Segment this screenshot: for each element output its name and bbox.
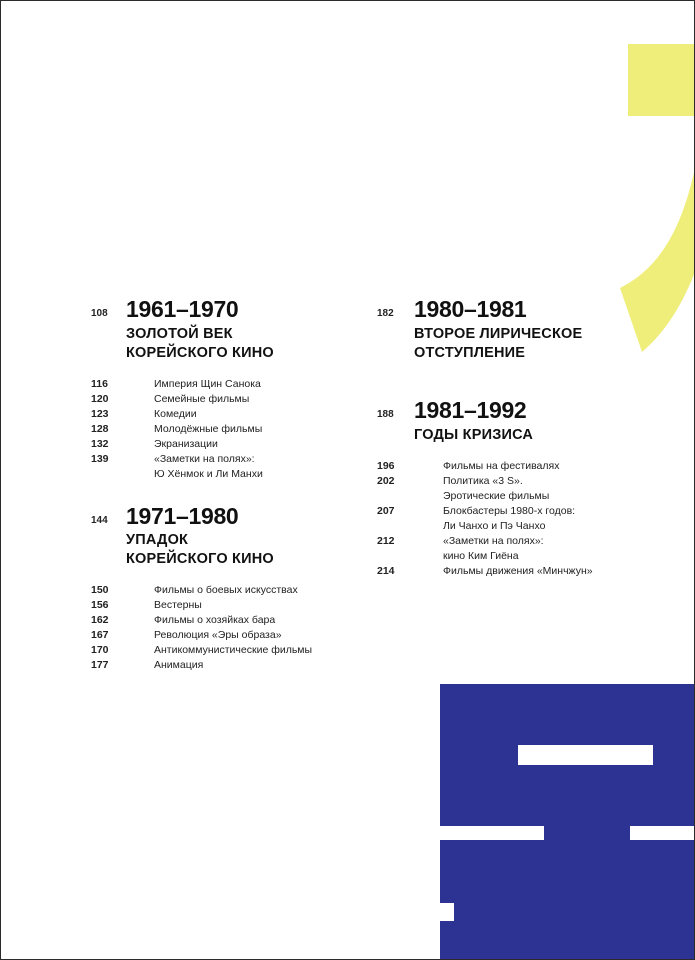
entry-page-number: 167: [91, 629, 109, 641]
toc-entry-continuation[interactable]: [377, 489, 637, 504]
section-years-heading: 1981–1992: [414, 397, 527, 423]
entry-title: «Заметки на полях»:: [443, 535, 544, 547]
entry-page-number: 132: [91, 438, 109, 450]
section-title: [414, 325, 582, 363]
toc-entry[interactable]: [91, 452, 341, 467]
entry-title: Блокбастеры 1980-х годов:: [443, 505, 576, 517]
entry-list: [91, 377, 341, 482]
entry-title: Империя Щин Санока: [154, 378, 261, 390]
section-title-line: ОТСТУПЛЕНИЕ: [414, 345, 526, 361]
entry-title: Антикоммунистические фильмы: [154, 644, 313, 656]
blue-block: [440, 684, 695, 960]
toc-entry[interactable]: [377, 504, 637, 519]
section-years-heading: 1980–1981: [414, 296, 527, 322]
entry-page-number: 116: [91, 378, 108, 390]
toc-entry[interactable]: [91, 392, 341, 407]
toc-entry[interactable]: [91, 613, 341, 628]
section-title: [126, 325, 274, 363]
toc-entry-continuation[interactable]: [377, 519, 637, 534]
section-title-line: УПАДОК: [126, 532, 189, 548]
toc-entry[interactable]: [91, 422, 341, 437]
toc-entry[interactable]: [91, 658, 341, 673]
entry-title: Вестерны: [154, 599, 202, 611]
toc-entry[interactable]: [377, 474, 637, 489]
toc-entry[interactable]: [91, 377, 341, 392]
entry-title: Комедии: [154, 408, 197, 420]
toc-entry[interactable]: [91, 643, 341, 658]
entry-page-number: 123: [91, 408, 109, 420]
entry-page-number: 139: [91, 453, 109, 465]
white-bar-top: [518, 745, 653, 765]
toc-entry-continuation[interactable]: [91, 467, 341, 482]
entry-page-number: 212: [377, 535, 395, 547]
section-title-line: КОРЕЙСКОГО КИНО: [126, 345, 274, 361]
entry-list: [377, 459, 637, 579]
white-bar-right: [630, 826, 695, 840]
toc-entry[interactable]: [377, 534, 637, 549]
entry-title: Революция «Эры образа»: [154, 629, 282, 641]
toc-entry[interactable]: [377, 564, 637, 579]
entry-title: Фильмы на фестивалях: [443, 460, 560, 472]
section-title-line: КОРЕЙСКОГО КИНО: [126, 551, 274, 567]
section-title-line: ВТОРОЕ ЛИРИЧЕСКОЕ: [414, 326, 583, 342]
section-title: [414, 426, 533, 445]
entry-title: Семейные фильмы: [154, 393, 250, 405]
entry-title: Анимация: [154, 659, 204, 671]
entry-title: Фильмы движения «Минчжун»: [443, 565, 593, 577]
entry-title: Фильмы о боевых искусствах: [154, 584, 298, 596]
entry-page-number: 156: [91, 599, 109, 611]
entry-title: Экранизации: [154, 438, 218, 450]
entry-page-number: 177: [91, 659, 109, 671]
entry-page-number: 120: [91, 393, 109, 405]
toc-entry-continuation[interactable]: [377, 549, 637, 564]
white-bar-left: [440, 826, 544, 840]
entry-title: Фильмы о хозяйках бара: [154, 614, 276, 626]
entry-page-number: 170: [91, 644, 109, 656]
entry-page-number: 202: [377, 475, 395, 487]
entry-title: «Заметки на полях»:: [154, 453, 255, 465]
entry-title: Ли Чанхо и Пэ Чанхо: [443, 520, 546, 532]
section-title: [126, 531, 274, 569]
entry-page-number: 150: [91, 584, 109, 596]
entry-title: Эротические фильмы: [443, 490, 550, 502]
section-page-number[interactable]: 108: [91, 308, 108, 319]
white-bar-bottom-left: [440, 903, 454, 921]
entry-title: кино Ким Гиёна: [443, 550, 519, 562]
toc-entry[interactable]: [91, 628, 341, 643]
entry-list: [91, 583, 341, 673]
toc-entry[interactable]: [91, 437, 341, 452]
section-title-line: ЗОЛОТОЙ ВЕК: [126, 326, 233, 342]
section-page-number[interactable]: 188: [377, 409, 394, 420]
entry-title: Ю Хёнмок и Ли Манхи: [154, 468, 263, 480]
toc-entry[interactable]: [91, 598, 341, 613]
entry-page-number: 196: [377, 460, 395, 472]
section-page-number[interactable]: 182: [377, 308, 394, 319]
section-years-heading: 1961–1970: [126, 296, 239, 322]
entry-title: Политика «3 S».: [443, 475, 523, 487]
entry-page-number: 128: [91, 423, 109, 435]
toc-entry[interactable]: [91, 583, 341, 598]
section-years-heading: 1971–1980: [126, 503, 239, 529]
entry-page-number: 207: [377, 505, 395, 517]
toc-entry[interactable]: [377, 459, 637, 474]
section-title-line: ГОДЫ КРИЗИСА: [414, 427, 534, 443]
entry-page-number: 214: [377, 565, 395, 577]
entry-title: Молодёжные фильмы: [154, 423, 263, 435]
entry-page-number: 162: [91, 614, 109, 626]
toc-entry[interactable]: [91, 407, 341, 422]
section-page-number[interactable]: 144: [91, 515, 108, 526]
